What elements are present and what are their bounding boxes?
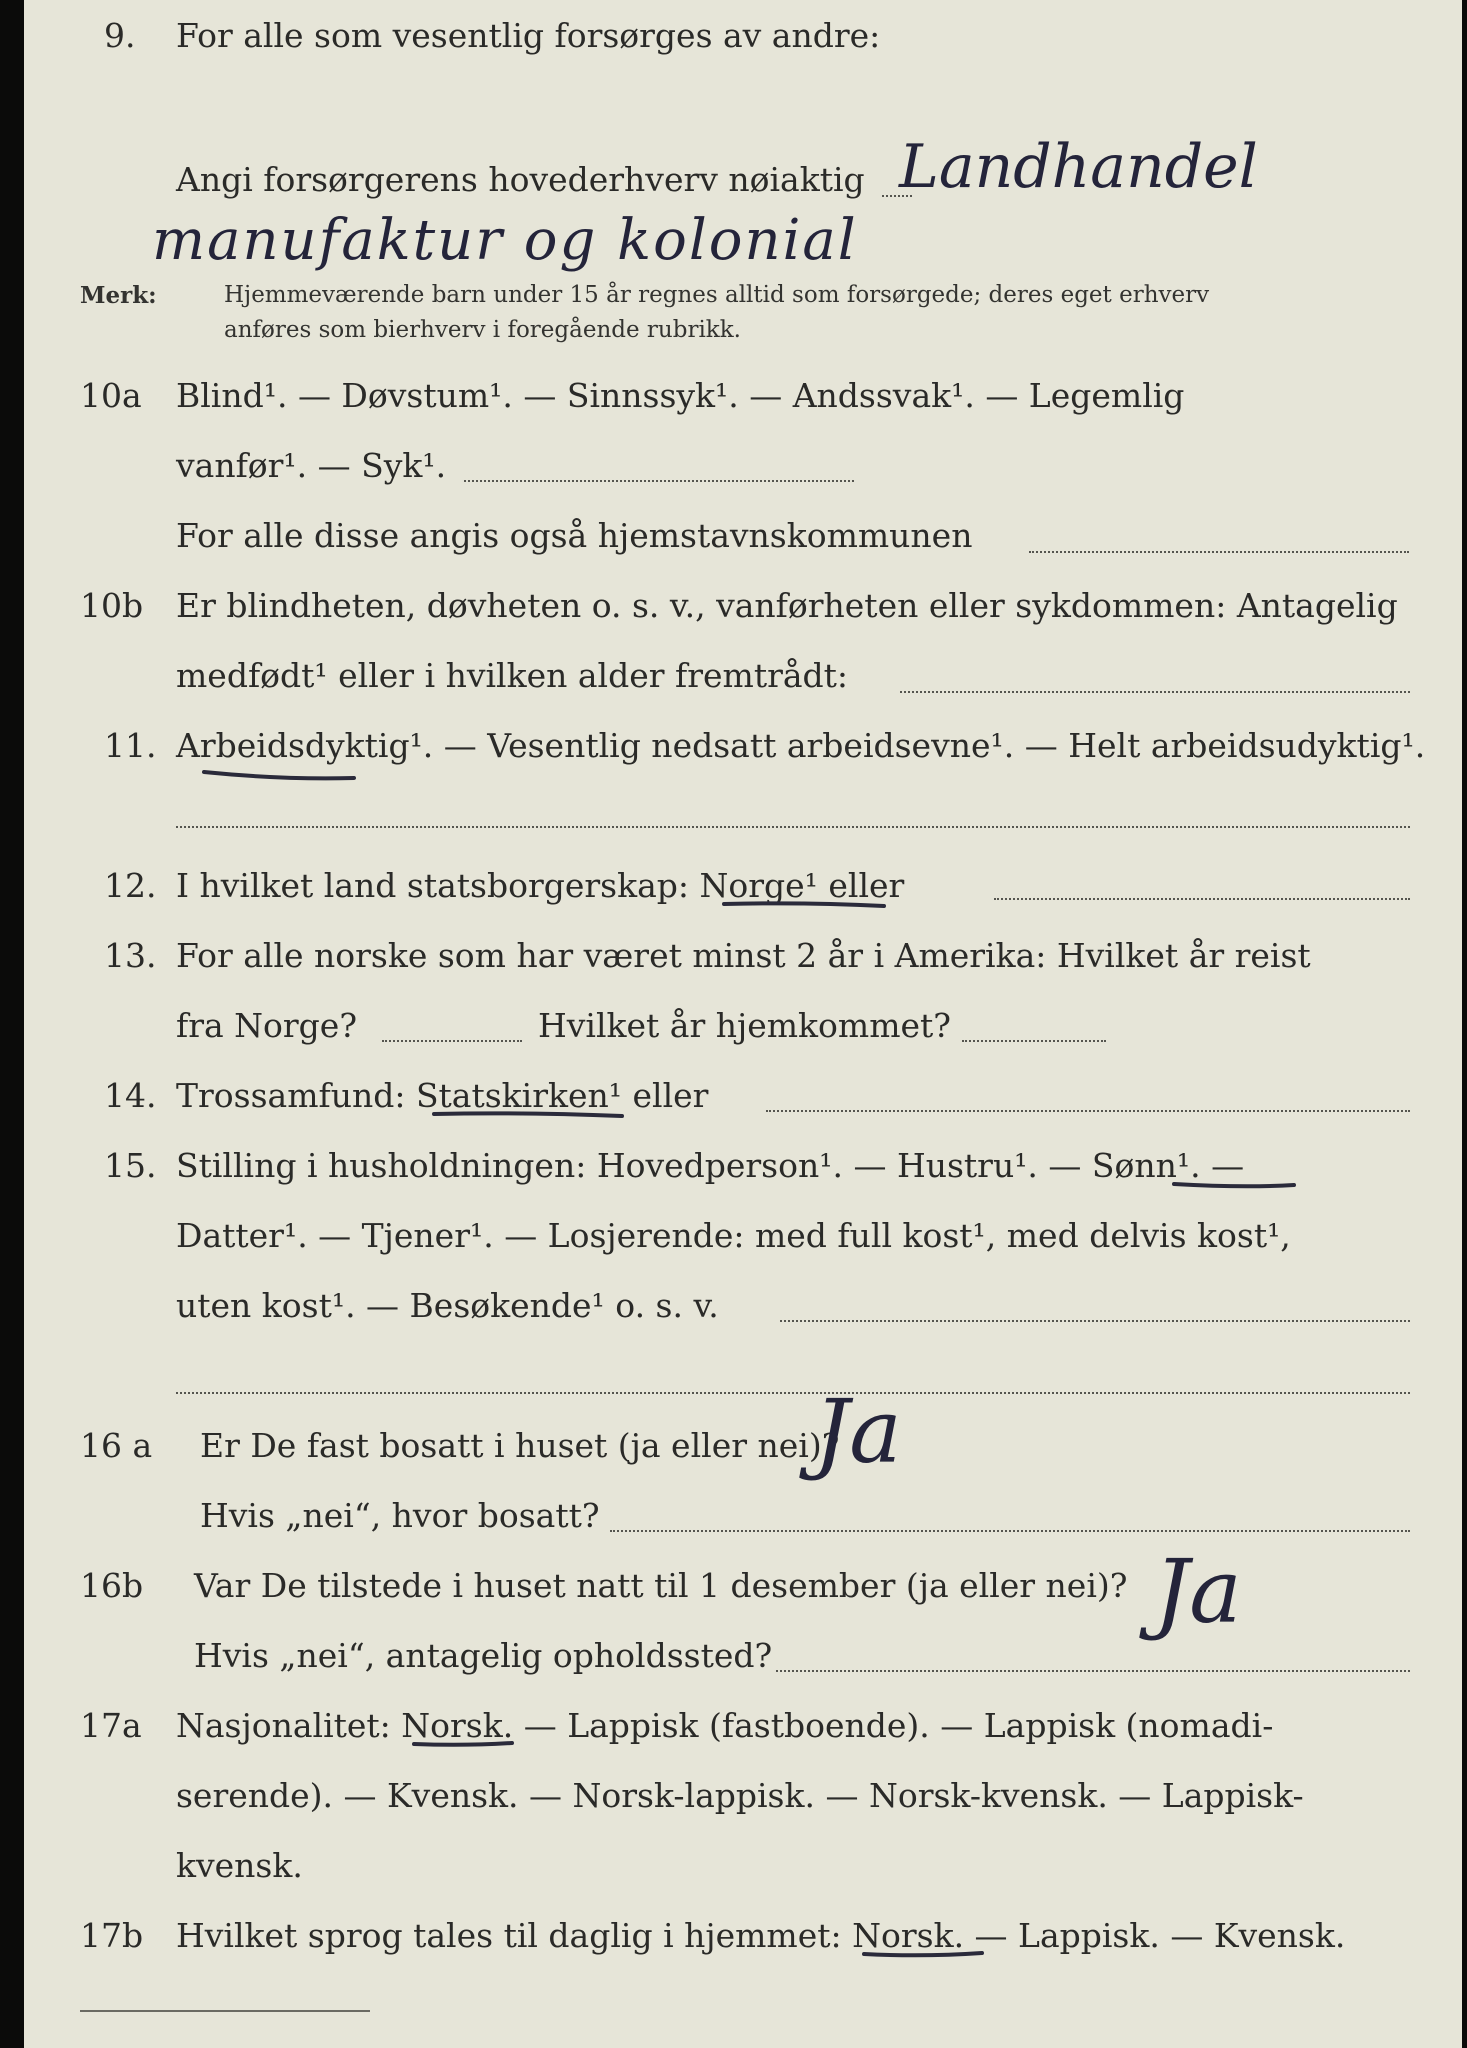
item-15-line3: uten kost¹. — Besøkende¹ o. s. v. bbox=[176, 1286, 719, 1325]
item-17b-line1: Hvilket sprog tales til daglig i hjemmet: Norsk. — Lappisk. — Kvensk. bbox=[176, 1916, 1346, 1955]
item-12-number: 12. bbox=[104, 866, 157, 905]
census-form-page bbox=[24, 0, 1462, 2048]
item-12-answer-line bbox=[994, 898, 1410, 900]
item-17a-number: 17a bbox=[80, 1706, 142, 1745]
item-15-extra-line bbox=[176, 1392, 1410, 1394]
item-16b-number: 16b bbox=[80, 1566, 144, 1605]
item-16a-line1: Er De fast bosatt i huset (ja eller nei)? bbox=[200, 1426, 840, 1465]
item-15-answer-line bbox=[780, 1320, 1410, 1322]
item-9-handwritten-answer-1: Landhandel bbox=[899, 132, 1258, 202]
item-10a-line3: For alle disse angis også hjemstavnskommunen bbox=[176, 516, 973, 555]
item-14-number: 14. bbox=[104, 1076, 157, 1115]
item-17a-line1: Nasjonalitet: Norsk. — Lappisk (fastboende). — Lappisk (nomadi- bbox=[176, 1706, 1274, 1745]
item-12-line1: I hvilket land statsborgerskap: Norge¹ eller bbox=[176, 866, 905, 905]
item-17a-line2: serende). — Kvensk. — Norsk-lappisk. — Norsk-kvensk. — Lappisk- bbox=[176, 1776, 1304, 1815]
item-11-number: 11. bbox=[104, 726, 157, 765]
item-15-number: 15. bbox=[104, 1146, 157, 1185]
item-16b-line2: Hvis „nei“, antagelig opholdssted? bbox=[194, 1636, 773, 1675]
item-17a-line3: kvensk. bbox=[176, 1846, 303, 1885]
item-13-number: 13. bbox=[104, 936, 157, 975]
note-label: Merk: bbox=[80, 282, 157, 309]
item-15-line2: Datter¹. — Tjener¹. — Losjerende: med full kost¹, med delvis kost¹, bbox=[176, 1216, 1291, 1255]
note-line2: anføres som bierhverv i foregående rubrikk. bbox=[224, 317, 741, 343]
underline-arbeidsdyktig bbox=[204, 772, 354, 778]
item-13-line1: For alle norske som har været minst 2 år i Amerika: Hvilket år reist bbox=[176, 936, 1311, 975]
item-17b-number: 17b bbox=[80, 1916, 144, 1955]
item-16b-handwritten-answer: Ja bbox=[1154, 1540, 1242, 1643]
item-9-line2: Angi forsørgerens hovederhverv nøiaktig bbox=[176, 160, 865, 199]
item-10a-line2: vanfør¹. — Syk¹. bbox=[176, 446, 447, 485]
item-14-answer-line bbox=[766, 1110, 1410, 1112]
note-line1: Hjemmeværende barn under 15 år regnes alltid som forsørgede; deres eget erhverv bbox=[224, 282, 1210, 308]
item-16b-line1: Var De tilstede i huset natt til 1 desember (ja eller nei)? bbox=[194, 1566, 1128, 1605]
item-16a-residence-line bbox=[610, 1530, 1410, 1532]
item-9-handwritten-answer-2: manufaktur og kolonial bbox=[152, 208, 858, 273]
item-9-number: 9. bbox=[104, 16, 136, 55]
item-16a-number: 16 a bbox=[80, 1426, 153, 1465]
item-14-line1: Trossamfund: Statskirken¹ eller bbox=[176, 1076, 709, 1115]
item-11-line1: Arbeidsdyktig¹. — Vesentlig nedsatt arbeidsevne¹. — Helt arbeidsudyktig¹. bbox=[176, 726, 1426, 765]
item-10a-line1: Blind¹. — Døvstum¹. — Sinnssyk¹. — Andssvak¹. — Legemlig bbox=[176, 376, 1185, 415]
item-9-line1: For alle som vesentlig forsørges av andre: bbox=[176, 16, 881, 55]
item-10b-number: 10b bbox=[80, 586, 144, 625]
item-10a-number: 10a bbox=[80, 376, 142, 415]
item-13-return-line bbox=[962, 1040, 1106, 1042]
item-16b-whereabouts-line bbox=[776, 1670, 1410, 1672]
item-16a-line2: Hvis „nei“, hvor bosatt? bbox=[200, 1496, 600, 1535]
item-10b-answer-line bbox=[900, 691, 1410, 693]
item-10b-line1: Er blindheten, døvheten o. s. v., vanførheten eller sykdommen: Antagelig bbox=[176, 586, 1398, 625]
item-10a-hometown-line bbox=[1029, 551, 1409, 553]
item-10a-answer-line bbox=[464, 480, 854, 482]
footnote-rule bbox=[80, 2010, 370, 2012]
item-11-answer-line bbox=[176, 826, 1410, 828]
item-16a-handwritten-answer: Ja bbox=[814, 1380, 902, 1483]
item-13-line2b: Hvilket år hjemkommet? bbox=[538, 1006, 951, 1045]
item-15-line1: Stilling i husholdningen: Hovedperson¹. — Hustru¹. — Sønn¹. — bbox=[176, 1146, 1245, 1185]
item-10b-line2: medfødt¹ eller i hvilken alder fremtrådt: bbox=[176, 656, 849, 695]
item-13-line2a: fra Norge? bbox=[176, 1006, 358, 1045]
item-13-departure-line bbox=[382, 1040, 522, 1042]
